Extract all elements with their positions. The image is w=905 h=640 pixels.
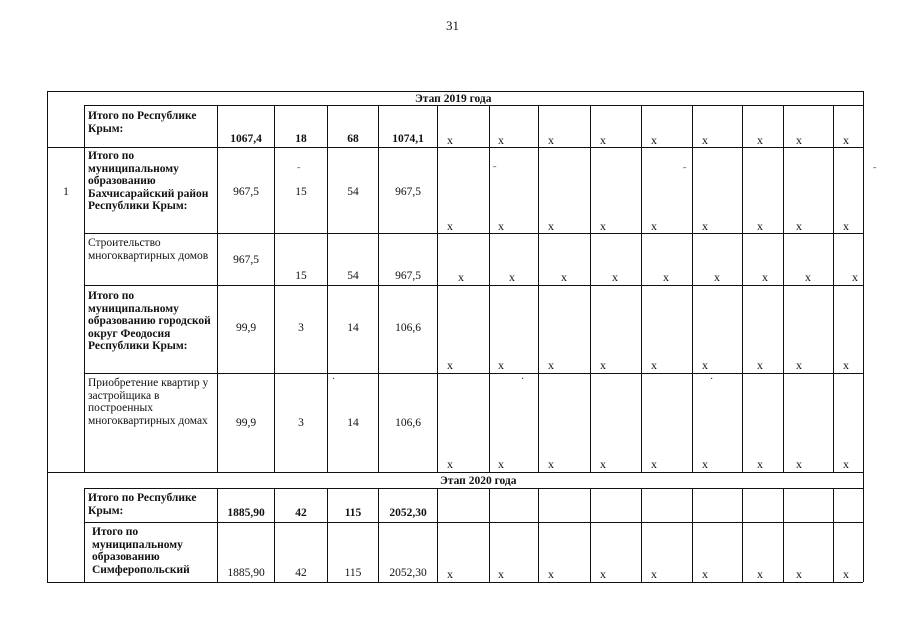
x-mark: x xyxy=(796,567,802,581)
row-value-3: 68 xyxy=(347,133,359,145)
x-mark: x xyxy=(600,219,606,233)
row-value-2: 15 xyxy=(295,186,307,198)
row-value-3: 115 xyxy=(344,507,362,519)
x-mark: x xyxy=(548,567,554,581)
row-name: Приобретение квартир у застройщика в построенных многоквартирных домах xyxy=(88,377,209,427)
x-mark: x xyxy=(852,270,858,284)
row-value-2: 3 xyxy=(298,417,304,429)
row-value-2: 18 xyxy=(295,133,307,145)
scan-speck: ˉ xyxy=(297,166,301,177)
row-value-1: 967,5 xyxy=(233,186,259,198)
row-value-4: 1074,1 xyxy=(392,133,424,145)
row-name: Итого по муниципальному образованию Бахчисарайский район Республики Крым: xyxy=(88,150,209,212)
x-mark: x xyxy=(600,133,606,147)
x-mark: x xyxy=(843,457,849,471)
x-mark: x xyxy=(600,457,606,471)
x-mark: x xyxy=(447,219,453,233)
row-value-1: 1885,90 xyxy=(227,567,265,579)
x-mark: x xyxy=(651,567,657,581)
row-value-1: 99,9 xyxy=(235,322,257,334)
row-name: Итого по Республике Крым: xyxy=(88,492,197,517)
x-mark: x xyxy=(509,270,515,284)
x-mark: x xyxy=(757,219,763,233)
row-number: 1 xyxy=(63,186,69,198)
x-mark: x xyxy=(447,133,453,147)
x-mark: x xyxy=(702,567,708,581)
row-value-4: 2052,30 xyxy=(389,507,427,519)
x-mark: x xyxy=(498,358,504,372)
x-mark: x xyxy=(651,219,657,233)
row-value-1: 99,9 xyxy=(235,417,257,429)
row-value-3: 54 xyxy=(347,186,359,198)
x-mark: x xyxy=(702,457,708,471)
x-mark: x xyxy=(498,567,504,581)
x-mark: x xyxy=(702,133,708,147)
x-mark: x xyxy=(796,219,802,233)
x-mark: x xyxy=(762,270,768,284)
x-mark: x xyxy=(447,358,453,372)
x-mark: x xyxy=(447,567,453,581)
x-mark: x xyxy=(796,133,802,147)
x-mark: x xyxy=(498,133,504,147)
stage-2019-header: Этап 2019 года xyxy=(415,93,492,105)
page-number: 31 xyxy=(446,18,459,33)
x-mark: x xyxy=(796,358,802,372)
row-value-2: 15 xyxy=(295,270,307,282)
x-mark: x xyxy=(843,567,849,581)
row-value-1: 1885,90 xyxy=(227,507,265,519)
x-mark: x xyxy=(757,358,763,372)
x-mark: x xyxy=(663,270,669,284)
row-value-4: 967,5 xyxy=(395,270,421,282)
row-value-2: 3 xyxy=(298,322,304,334)
row-value-4: 967,5 xyxy=(395,186,421,198)
x-mark: x xyxy=(548,457,554,471)
row-name: Итого по муниципальному образованию Симферопольский xyxy=(92,526,190,576)
row-value-3: 54 xyxy=(347,270,359,282)
x-mark: x xyxy=(458,270,464,284)
row-value-4: 106,6 xyxy=(395,322,421,334)
row-value-2: 42 xyxy=(295,507,307,519)
row-value-1: 1067,4 xyxy=(230,133,262,145)
x-mark: x xyxy=(651,358,657,372)
x-mark: x xyxy=(548,358,554,372)
x-mark: x xyxy=(796,457,802,471)
row-value-3: 14 xyxy=(347,417,359,429)
x-mark: x xyxy=(702,358,708,372)
x-mark: x xyxy=(757,133,763,147)
x-mark: x xyxy=(805,270,811,284)
row-value-1: 967,5 xyxy=(233,254,259,266)
x-mark: x xyxy=(447,457,453,471)
row-name: Итого по муниципальному образованию городской округ Феодосия Республики Крым: xyxy=(88,290,211,352)
scan-speck: · xyxy=(521,374,525,385)
x-mark: x xyxy=(548,133,554,147)
x-mark: x xyxy=(548,219,554,233)
row-value-4: 106,6 xyxy=(395,417,421,429)
x-mark: x xyxy=(843,358,849,372)
x-mark: x xyxy=(498,219,504,233)
scan-speck: ˉ xyxy=(873,166,877,177)
scan-speck: ˉ xyxy=(493,165,497,176)
row-name: Строительство многоквартирных домов xyxy=(88,237,209,262)
x-mark: x xyxy=(651,457,657,471)
x-mark: x xyxy=(612,270,618,284)
x-mark: x xyxy=(600,567,606,581)
row-value-2: 42 xyxy=(295,567,307,579)
x-mark: x xyxy=(600,358,606,372)
x-mark: x xyxy=(714,270,720,284)
x-mark: x xyxy=(757,457,763,471)
row-value-4: 2052,30 xyxy=(389,567,427,579)
row-value-3: 14 xyxy=(347,322,359,334)
x-mark: x xyxy=(651,133,657,147)
x-mark: x xyxy=(561,270,567,284)
scan-speck: ˉ xyxy=(683,166,687,177)
x-mark: x xyxy=(702,219,708,233)
scan-speck: · xyxy=(710,374,714,385)
x-mark: x xyxy=(843,219,849,233)
x-mark: x xyxy=(843,133,849,147)
row-name: Итого по Республике Крым: xyxy=(88,110,197,135)
x-mark: x xyxy=(757,567,763,581)
x-mark: x xyxy=(498,457,504,471)
scan-speck: · xyxy=(332,374,336,385)
row-value-3: 115 xyxy=(344,567,362,579)
stage-2020-header: Этап 2020 года xyxy=(440,475,517,487)
